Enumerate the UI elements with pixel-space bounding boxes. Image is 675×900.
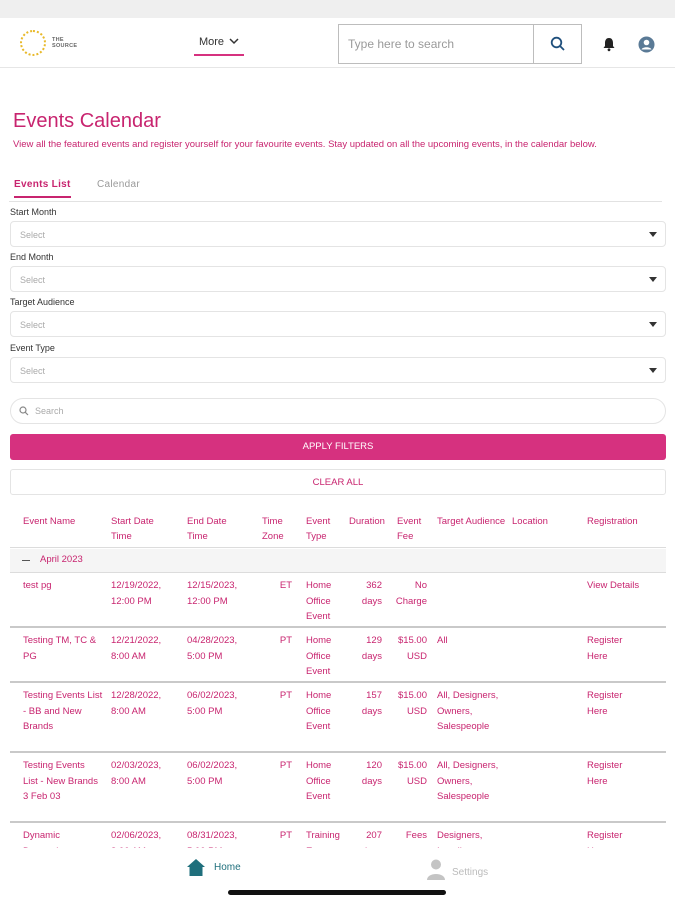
event-name-cell[interactable]: Testing Events List - BB and New Brands: [23, 690, 103, 732]
month-group-header[interactable]: [10, 549, 666, 573]
end-month-value: Select: [20, 275, 46, 285]
target-audience-value: Select: [20, 320, 46, 330]
caret-down-icon: [649, 368, 657, 373]
logo-mark: [20, 30, 46, 56]
person-icon: [426, 858, 446, 880]
table-row: [10, 628, 666, 683]
target-audience-label: Target Audience: [10, 297, 75, 307]
event-fee-cell: $15.00 USD: [397, 760, 427, 787]
caret-down-icon: [649, 232, 657, 237]
event-fee-cell: $15.00 USD: [397, 690, 427, 717]
start-month-label: Start Month: [10, 207, 57, 217]
end-date-cell: 12/15/2023, 12:00 PM: [187, 580, 238, 607]
registration-link[interactable]: Register Here: [587, 760, 623, 787]
start-date-cell: 02/06/2023,: [111, 830, 162, 841]
site-logo[interactable]: [20, 30, 77, 56]
event-type-cell: Training: [306, 830, 340, 841]
tab-events-list[interactable]: Events List: [14, 179, 71, 198]
event-type-label: Event Type: [10, 343, 55, 353]
page-subtitle: View all the featured events and register yourself for your favourite events. Stay updated on all the upcoming events, in the calendar below.: [13, 139, 597, 150]
event-name-cell[interactable]: Dynamic: [23, 830, 60, 841]
home-icon: [186, 858, 206, 877]
time-zone-cell: PT: [279, 760, 292, 771]
nav-settings[interactable]: [426, 858, 488, 880]
registration-link[interactable]: Register Here: [587, 635, 623, 662]
nav-home-label: Home: [214, 862, 241, 873]
events-search-input[interactable]: [10, 398, 666, 424]
event-type-cell: Home Office Event: [306, 690, 332, 732]
duration-cell: 157 days: [361, 690, 382, 717]
col-target-audience[interactable]: Target Audience: [437, 516, 506, 527]
home-indicator: [228, 890, 446, 895]
month-group-label: April 2023: [40, 554, 83, 565]
end-month-label: End Month: [10, 252, 54, 262]
status-bar: [0, 0, 675, 18]
table-row: [10, 573, 666, 628]
search-icon: [550, 36, 566, 52]
event-type-select[interactable]: [10, 357, 666, 383]
col-registration[interactable]: Registration: [587, 516, 638, 527]
tab-bar: [9, 176, 662, 202]
event-type-cell: Home Office Event: [306, 760, 332, 802]
col-time-zone[interactable]: Time Zone: [262, 516, 284, 542]
start-date-cell: 12/19/2022, 12:00 PM: [111, 580, 162, 607]
registration-link[interactable]: View Details: [587, 580, 640, 591]
table-row: [10, 753, 666, 823]
duration-cell: 129 days: [361, 635, 382, 662]
end-date-cell: 08/31/2023,: [187, 830, 238, 841]
col-event-type[interactable]: Event Type: [306, 516, 331, 542]
header-search: [338, 24, 582, 64]
col-end-date[interactable]: End Date Time: [187, 516, 227, 542]
event-name-cell[interactable]: Testing Events List - New Brands 3 Feb 03: [23, 760, 98, 802]
more-menu-label: More: [198, 36, 225, 48]
duration-cell: 207: [366, 830, 382, 841]
table-row: [10, 683, 666, 753]
time-zone-cell: PT: [279, 635, 292, 646]
event-fee-cell: No Charge: [395, 580, 427, 607]
target-audience-cell: All, Designers, Owners, Salespeople: [437, 690, 499, 732]
col-event-fee[interactable]: Event Fee: [397, 516, 422, 542]
table-row: [10, 823, 666, 848]
end-date-cell: 04/28/2023, 5:00 PM: [187, 635, 238, 662]
event-fee-cell: Fees: [405, 830, 427, 841]
tab-calendar[interactable]: Calendar: [97, 179, 140, 190]
logo-text: [52, 37, 77, 49]
event-type-cell: Home Office Event: [306, 580, 332, 622]
header-search-button[interactable]: [533, 25, 581, 63]
end-date-cell: 06/02/2023, 5:00 PM: [187, 760, 238, 787]
bell-icon[interactable]: [601, 36, 617, 52]
event-name-cell[interactable]: test pg: [23, 580, 52, 591]
event-type-value: Select: [20, 366, 46, 376]
more-menu-button[interactable]: [194, 36, 244, 56]
caret-down-icon: [649, 322, 657, 327]
collapse-icon[interactable]: [22, 560, 30, 561]
start-month-select[interactable]: [10, 221, 666, 247]
user-account-icon[interactable]: [638, 36, 655, 53]
event-name-cell[interactable]: Testing TM, TC & PG: [23, 635, 97, 662]
registration-link[interactable]: Register: [587, 830, 623, 841]
start-date-cell: 02/03/2023, 8:00 AM: [111, 760, 162, 787]
end-date-cell: 06/02/2023, 5:00 PM: [187, 690, 238, 717]
caret-down-icon: [649, 277, 657, 282]
col-event-name[interactable]: Event Name: [23, 516, 76, 527]
end-month-select[interactable]: [10, 266, 666, 292]
duration-cell: 362 days: [361, 580, 382, 607]
nav-home[interactable]: [186, 858, 241, 877]
page-title: Events Calendar: [13, 110, 161, 132]
clear-all-button[interactable]: CLEAR ALL: [10, 469, 666, 495]
time-zone-cell: ET: [279, 580, 292, 591]
logo-line-1: THE: [52, 37, 64, 43]
table-header: [10, 508, 666, 548]
col-location[interactable]: Location: [512, 516, 548, 527]
start-date-cell: 12/21/2022, 8:00 AM: [111, 635, 162, 662]
target-audience-cell: All, Designers, Owners, Salespeople: [437, 760, 499, 802]
events-search-placeholder: Search: [35, 406, 64, 416]
logo-line-2: SOURCE: [52, 43, 78, 49]
header-search-input[interactable]: [339, 25, 533, 63]
target-audience-cell: All: [437, 635, 448, 646]
nav-settings-label: Settings: [452, 866, 489, 878]
chevron-down-icon: [229, 36, 239, 46]
start-date-cell: 12/28/2022, 8:00 AM: [111, 690, 162, 717]
col-duration[interactable]: Duration: [349, 516, 385, 527]
time-zone-cell: PT: [279, 690, 292, 701]
event-fee-cell: $15.00 USD: [397, 635, 427, 662]
col-start-date[interactable]: Start Date Time: [111, 516, 154, 542]
event-type-cell: Home Office Event: [306, 635, 332, 677]
target-audience-select[interactable]: [10, 311, 666, 337]
start-month-value: Select: [20, 230, 46, 240]
duration-cell: 120 days: [361, 760, 382, 787]
time-zone-cell: PT: [279, 830, 292, 841]
top-header: [0, 18, 675, 68]
search-icon: [19, 406, 29, 416]
registration-link[interactable]: Register Here: [587, 690, 623, 717]
apply-filters-button[interactable]: APPLY FILTERS: [10, 434, 666, 460]
target-audience-cell: Designers,: [437, 830, 483, 841]
